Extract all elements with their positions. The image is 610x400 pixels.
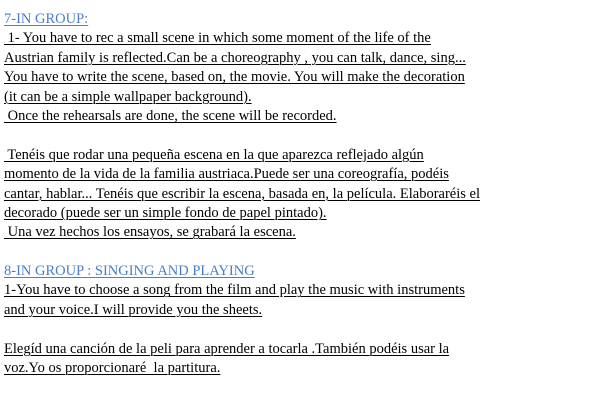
section-heading: 7-IN GROUP: [4, 11, 89, 27]
text-line: momento de la vida de la familia austriaca.Puede ser una coreografía, podéis [4, 166, 449, 183]
paragraph-english [4, 29, 604, 126]
text-line: cantar, hablar... Tenéis que escribir la escena, basada en, la película. Elaboraréis el [4, 185, 481, 202]
paragraph-spacer [4, 320, 604, 339]
document-body [4, 10, 604, 378]
text-line: Austrian family is reflected.Can be a choreography , you can talk, dance, sing... [4, 49, 466, 66]
text-line: 1-You have to choose a song from the film and play the music with instruments [4, 282, 465, 299]
text-line: decorado (puede ser un simple fondo de papel pintado). [4, 204, 327, 221]
text-line: Elegíd una canción de la peli para aprender a tocarla .También podéis usar la [4, 340, 450, 357]
section-8 [4, 262, 604, 378]
section-heading: 8-IN GROUP : SINGING AND PLAYING [4, 263, 255, 280]
section-7 [4, 10, 604, 243]
text-line: You have to write the scene, based on, the movie. You will make the decoration [4, 69, 465, 86]
text-line: voz.Yo os proporcionaré la partitura. [4, 360, 221, 377]
text-line: (it can be a simple wallpaper background). [4, 88, 252, 105]
paragraph-english [4, 281, 604, 320]
text-line: Tenéis que rodar una pequeña escena en la que aparezca reflejado algún [4, 146, 424, 163]
paragraph-spacer [4, 126, 604, 145]
section-spacer [4, 243, 604, 262]
text-line: Once the rehearsals are done, the scene will be recorded. [4, 107, 337, 124]
text-line: and your voice.I will provide you the sheets. [4, 301, 263, 318]
paragraph-spanish [4, 340, 604, 379]
paragraph-spanish [4, 146, 604, 243]
text-line: 1- You have to rec a small scene in which some moment of the life of the [4, 30, 431, 47]
text-line: Una vez hechos los ensayos, se grabará la escena. [4, 224, 296, 241]
